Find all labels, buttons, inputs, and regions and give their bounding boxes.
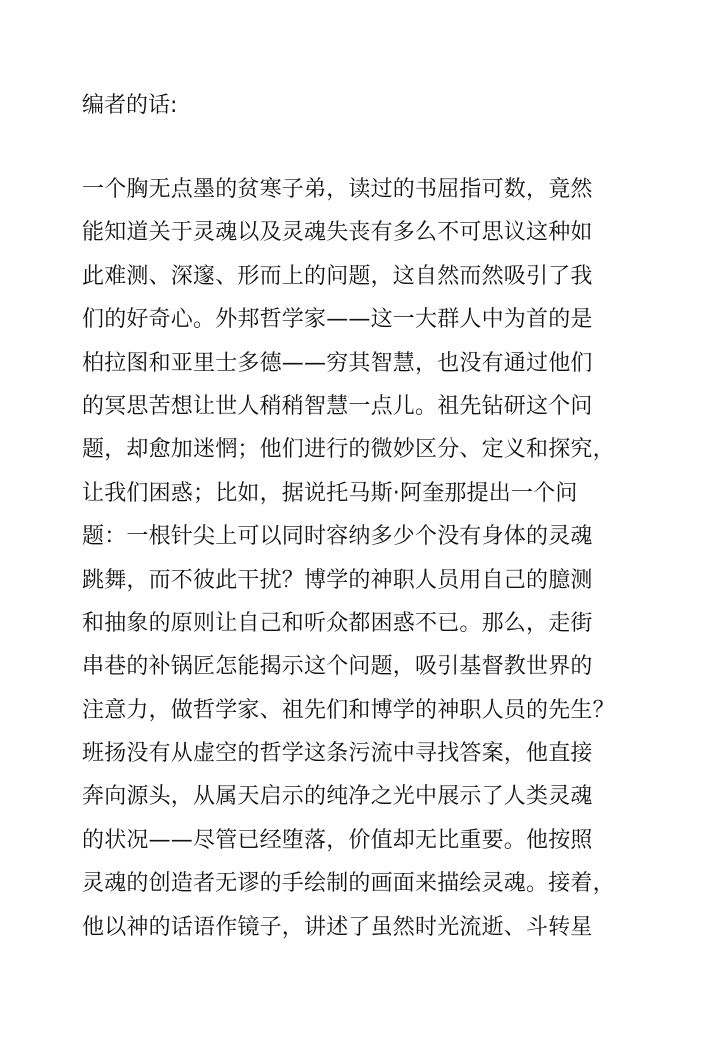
editor-note-heading: 编者的话: <box>82 93 178 118</box>
text-line: 他以神的话语作镜子，讲述了虽然时光流逝、斗转星 <box>82 914 593 940</box>
text-line: 串巷的补锅匠怎能揭示这个问题，吸引基督教世界的 <box>82 654 593 680</box>
text-line: 灵魂的创造者无谬的手绘制的画面来描绘灵魂。接着， <box>82 871 615 897</box>
text-line: 们的好奇心。外邦哲学家——这一大群人中为首的是 <box>82 307 593 333</box>
text-line: 的状况——尽管已经堕落，价值却无比重要。他按照 <box>82 827 593 853</box>
text-line: 的冥思苦想让世人稍稍智慧一点儿。祖先钻研这个问 <box>82 393 593 419</box>
text-line: 柏拉图和亚里士多德——穷其智慧，也没有通过他们 <box>82 350 593 376</box>
text-line: 注意力，做哲学家、祖先们和博学的神职人员的先生？ <box>82 697 615 723</box>
text-line: 让我们困惑；比如，据说托马斯·阿奎那提出一个问 <box>82 480 578 506</box>
text-line: 跳舞，而不彼此干扰？博学的神职人员用自己的臆测 <box>82 567 593 593</box>
text-line: 和抽象的原则让自己和听众都困惑不已。那么，走街 <box>82 610 593 636</box>
text-line: 题，却愈加迷惘；他们进行的微妙区分、定义和探究， <box>82 437 615 463</box>
body-paragraph <box>82 168 615 949</box>
text-line: 题：一根针尖上可以同时容纳多少个没有身体的灵魂 <box>82 524 593 550</box>
text-line: 能知道关于灵魂以及灵魂失丧有多么不可思议这种如 <box>82 220 593 246</box>
text-line: 奔向源头，从属天启示的纯净之光中展示了人类灵魂 <box>82 784 593 810</box>
text-line: 此难测、深邃、形而上的问题，这自然而然吸引了我 <box>82 263 593 289</box>
text-line: 班扬没有从虚空的哲学这条污流中寻找答案，他直接 <box>82 741 593 767</box>
text-line: 一个胸无点墨的贫寒子弟，读过的书屈指可数，竟然 <box>82 177 593 202</box>
